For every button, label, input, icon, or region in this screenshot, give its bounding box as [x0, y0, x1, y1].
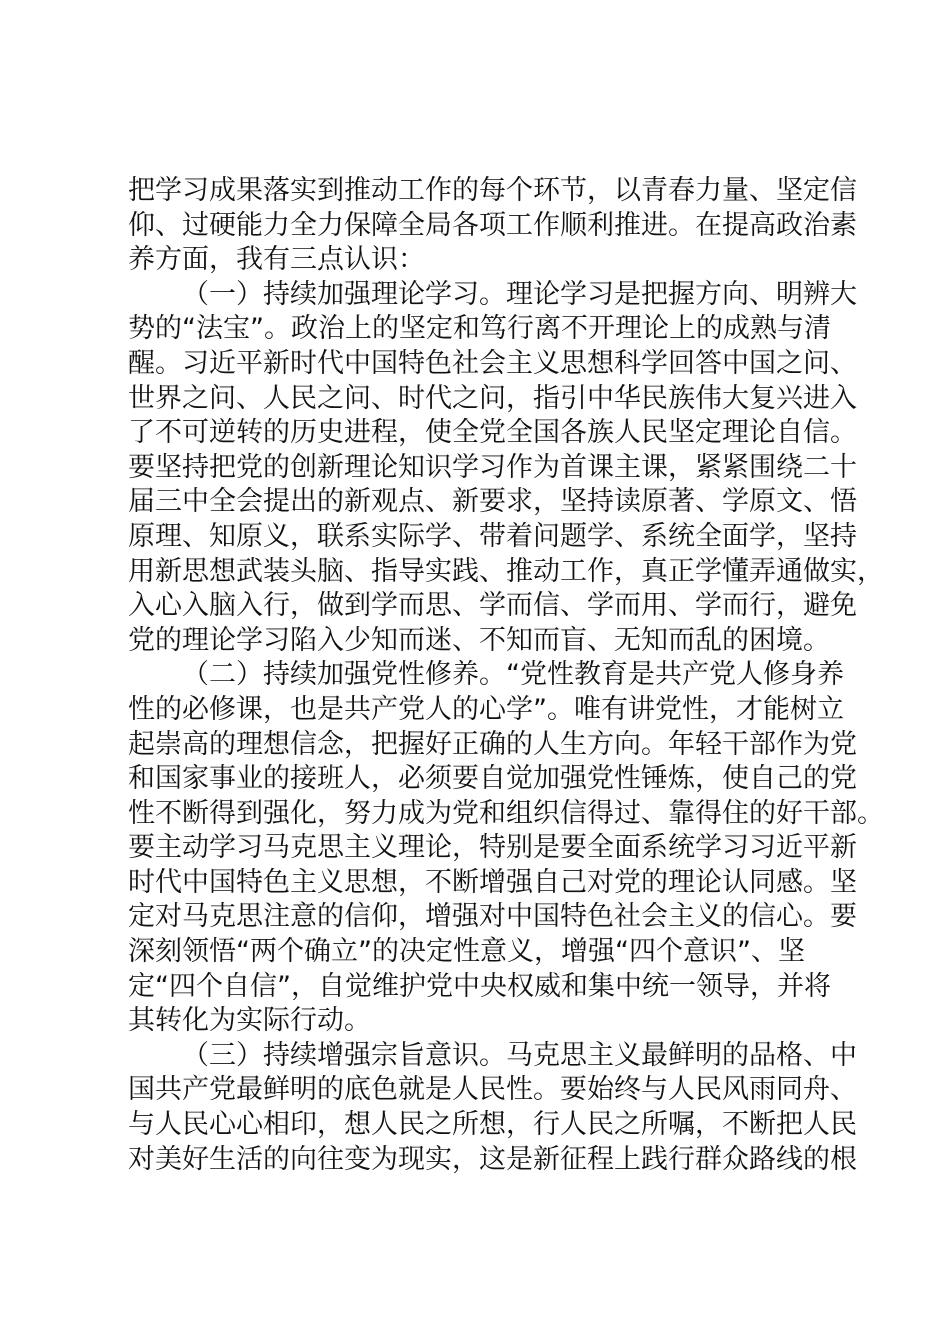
body-text: [128, 174, 884, 1177]
text-line: 起崇高的理想信念，把握好正确的人生方向。年轻干部作为党: [128, 728, 857, 760]
text-line: 对美好生活的向往变为现实，这是新征程上践行群众路线的根: [128, 1143, 857, 1175]
text-line: 势的“法宝”。政治上的坚定和笃行离不开理论上的成熟与清: [128, 313, 831, 345]
text-line: 届三中全会提出的新观点、新要求，坚持读原著、学原文、悟: [128, 486, 857, 518]
text-line: 了不可逆转的历史进程，使全党全国各族人民坚定理论自信。: [128, 417, 857, 449]
text-line: 和国家事业的接班人，必须要自觉加强党性锤炼，使自己的党: [128, 763, 857, 795]
text-line: 入心入脑入行，做到学而思、学而信、学而用、学而行，避免: [128, 590, 857, 622]
text-line: 仰、过硬能力全力保障全局各项工作顺利推进。在提高政治素: [128, 209, 857, 241]
text-line: 定对马克思注意的信仰，增强对中国特色社会主义的信心。要: [128, 901, 857, 933]
text-line: 与人民心心相印，想人民之所想，行人民之所嘱，不断把人民: [128, 1109, 857, 1141]
text-line: 醒。习近平新时代中国特色社会主义思想科学回答中国之问、: [128, 347, 857, 379]
section-heading-line: （二）持续加强党性修养。“党性教育是共产党人修身养: [182, 659, 844, 691]
text-line: 用新思想武装头脑、指导实践、推动工作，真正学懂弄通做实，: [128, 555, 884, 587]
text-line: 要主动学习马克思主义理论，特别是要全面系统学习习近平新: [128, 832, 857, 864]
text-line: 其转化为实际行动。: [128, 1005, 371, 1037]
text-line: 养方面，我有三点认识：: [128, 244, 425, 276]
text-line: 国共产党最鲜明的底色就是人民性。要始终与人民风雨同舟、: [128, 1074, 857, 1106]
text-line: 要坚持把党的创新理论知识学习作为首课主课，紧紧围绕二十: [128, 451, 857, 483]
text-line: 把学习成果落实到推动工作的每个环节，以青春力量、坚定信: [128, 175, 857, 206]
text-line: 原理、知原义，联系实际学、带着问题学、系统全面学，坚持: [128, 520, 857, 552]
text-line: 定“四个自信”，自觉维护党中央权威和集中统一领导，并将: [128, 970, 831, 1002]
section-heading-line: （三）持续增强宗旨意识。马克思主义最鲜明的品格、中: [182, 1039, 857, 1071]
section-heading-line: （一）持续加强理论学习。理论学习是把握方向、明辨大: [182, 278, 857, 310]
text-line: 世界之问、人民之问、时代之问，指引中华民族伟大复兴进入: [128, 382, 857, 414]
text-line: 党的理论学习陷入少知而迷、不知而盲、无知而乱的困境。: [128, 624, 830, 656]
text-line: 深刻领悟“两个确立”的决定性意义，增强“四个意识”、坚: [128, 936, 805, 968]
text-line: 时代中国特色主义思想，不断增强自己对党的理论认同感。坚: [128, 866, 857, 898]
text-line: 性不断得到强化，努力成为党和组织信得过、靠得住的好干部。: [128, 797, 884, 829]
text-line: 性的必修课，也是共产党人的心学”。唯有讲党性，才能树立: [128, 693, 844, 725]
